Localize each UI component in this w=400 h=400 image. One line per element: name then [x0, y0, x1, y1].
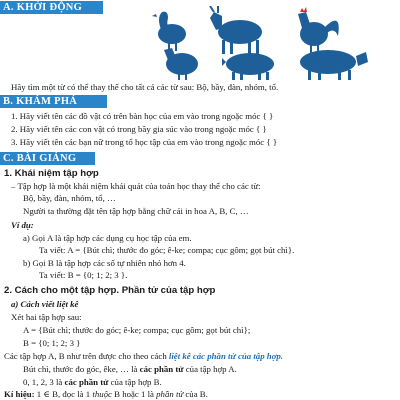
phan-tu-b-text: 0, 1, 2, 3 là: [23, 377, 65, 387]
line-liet-ke-method: [4, 351, 283, 362]
heading-khai-niem: 1. Khái niệm tập hợp: [4, 168, 99, 179]
vi-du-label: Ví dụ:: [11, 220, 34, 230]
line-definition: – Tập hợp là một khái niệm khái quát của toán học thay thế cho các từ:: [11, 181, 261, 191]
kham-pha-item-3: 3. Hãy viết tên các bạn nữ trong tổ học tập của em vào trong ngoặc móc { }: [11, 137, 278, 147]
ki-hieu-text-2: B hoặc 1 là: [111, 389, 157, 399]
ki-hieu-thuoc: thuộc: [92, 389, 112, 399]
section-a-header: A. KHỞI ĐỘNG: [0, 1, 103, 14]
example-b-set: Ta viết: B = {0; 1; 2; 3 }.: [39, 270, 128, 280]
section-c-header: C. BÀI GIẢNG: [0, 152, 95, 165]
goat-icon: [210, 6, 262, 54]
ki-hieu-text-1: 1 ∈ B, đọc là 1: [34, 389, 93, 399]
duck-icon: [152, 12, 186, 51]
heading-cach-cho: 2. Cách cho một tập hợp. Phần tử của tập hợp: [4, 285, 216, 296]
liet-ke-text: Các tập hợp A, B như trên được cho theo cách: [4, 351, 169, 361]
phan-tu-a-tail: của tập hợp A.: [183, 364, 237, 374]
section-b-header: B. KHÁM PHÁ: [0, 95, 107, 108]
phan-tu-a-text: Bút chì, thước đo góc, êke, … là: [23, 364, 140, 374]
example-a-set: Ta viết: A = {Bút chì; thước đo góc; ê-ke; compa; cục gôm; gọt bút chì}.: [39, 245, 295, 255]
line-xet: Xét hai tập hợp sau:: [11, 312, 82, 322]
ki-hieu-text-3: của B.: [183, 389, 208, 399]
pig-icon: [222, 53, 274, 80]
animals-illustration: [152, 6, 370, 80]
line-words: Bộ, bầy, đàn, nhóm, tổ, …: [23, 193, 116, 203]
liet-ke-emphasis: liệt kê các phần tử của tập hợp.: [168, 351, 284, 361]
line-phan-tu-b: [23, 377, 162, 388]
ki-hieu-label: Kí hiệu:: [4, 389, 35, 399]
kham-pha-item-2: 2. Hãy viết tên các con vật có trong bầy gia súc vào trong ngoặc móc { }: [11, 124, 267, 134]
line-naming: Người ta thường đặt tên tập hợp bằng chữ cái in hoa A, B, C, …: [23, 206, 249, 216]
line-set-b: B = {0; 1; 2; 3 }: [23, 338, 81, 348]
kham-pha-item-1: 1. Hãy viết tên các đồ vật có trên bàn học của em vào trong ngoặc móc { }: [11, 111, 274, 121]
rooster-icon: [298, 7, 339, 54]
ki-hieu-phan-tu: phần tử: [156, 389, 184, 399]
line-phan-tu-a: [23, 364, 237, 375]
hen-icon: [164, 48, 198, 80]
phan-tu-b-bold: các phần tử: [64, 377, 109, 387]
cow-icon: [300, 50, 368, 80]
example-b: b) Gọi B là tập hợp các số tự nhiên nhỏ hơn 4.: [23, 258, 186, 268]
khoi-dong-prompt: Hãy tìm một từ có thể thay thế cho tất cả các từ sau: Bộ, bầy, đàn, nhóm, tổ.: [11, 82, 279, 92]
phan-tu-a-bold: các phần tử: [139, 364, 184, 374]
subheading-liet-ke: a) Cách viết liệt kê: [11, 299, 79, 309]
phan-tu-b-tail: của tập hợp B.: [108, 377, 162, 387]
line-set-a: A = {Bút chì; thước đo góc; ê-ke; compa; cục gôm; gọt bút chì};: [23, 325, 251, 335]
example-a: a) Gọi A là tập hợp các dụng cụ học tập của em.: [23, 233, 192, 243]
line-ki-hieu: [4, 389, 208, 400]
